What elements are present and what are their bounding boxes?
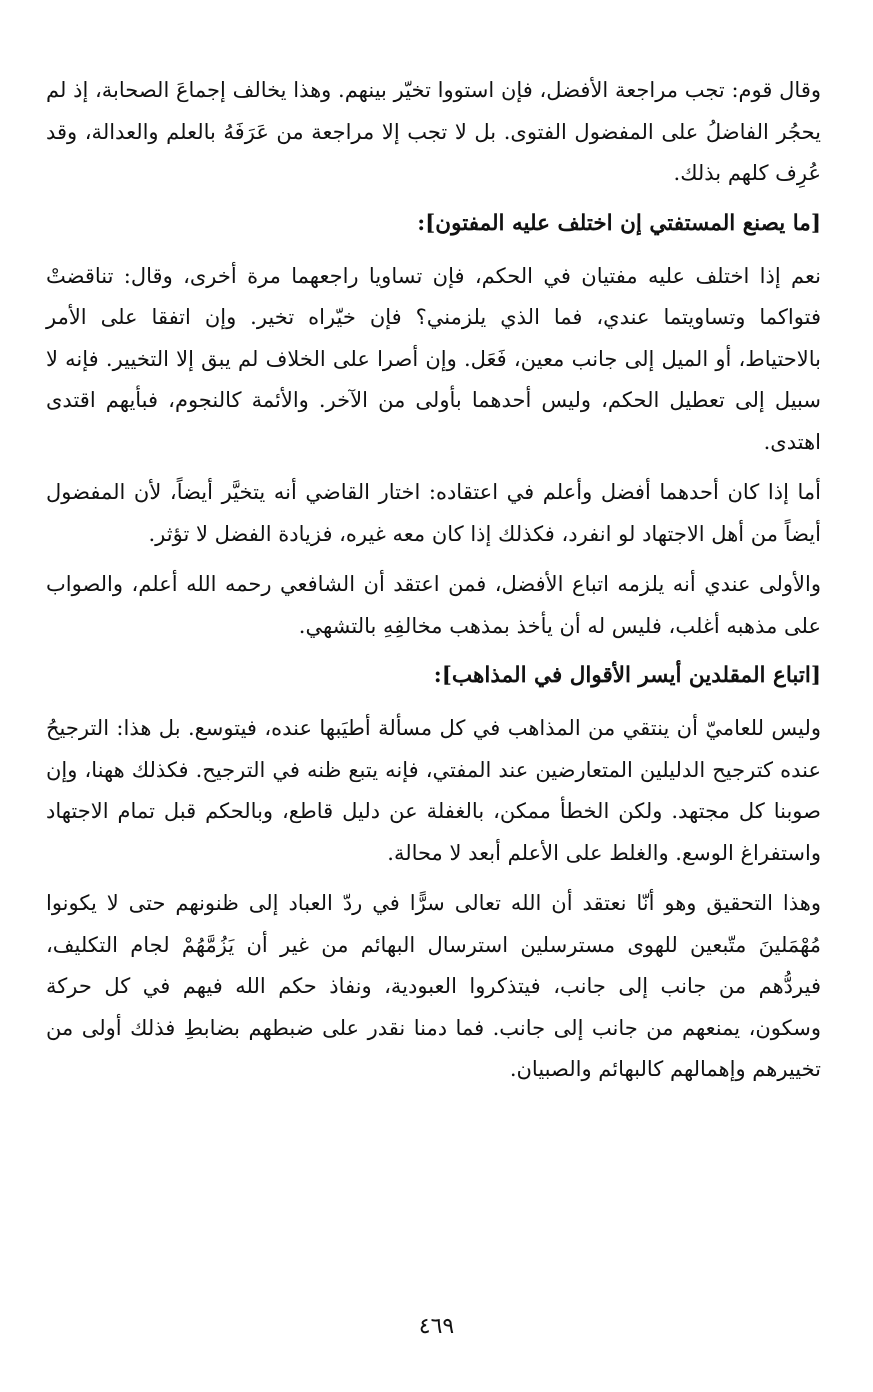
section-heading-2: [اتباع المقلدين أيسر الأقوال في المذاهب]: [433,663,821,688]
paragraph-5: وليس للعاميّ أن ينتقي من المذاهب في كل مسألة أطيَبها عنده، فيتوسع. بل هذا: الترجيحُ عنده كترجيح الدليلين المتعارضين عند المفتي، فإنه يتبع ظنه في الترجيح. فكذلك ههنا، وإن صوبنا كل مجتهد. ولكن الخطأ ممكن، بالغفلة عن دليل قاطع، وبالحكم قبل تمام الاجتهاد واستفراغ الوسع. والغلط على الأعلم أبعد لا محالة. [46,716,821,865]
paragraph-4: والأولى عندي أنه يلزمه اتباع الأفضل، فمن اعتقد أن الشافعي رحمه الله أعلم، والصواب على مذهبه أغلب، فليس له أن يأخذ بمذهب مخالفِهِ بالتشهي. [46,572,821,638]
page-number: ٤٦٩ [418,1314,455,1339]
paragraph-2: نعم إذا اختلف عليه مفتيان في الحكم، فإن تساويا راجعهما مرة أخرى، وقال: تناقضتْ فتواكما وتساويتما عندي، فما الذي يلزمني؟ فإن خيّراه تخير. وإن اتفقا على الأمر بالاحتياط، أو الميل إلى جانب معين، فَعَل. وإن أصرا على الخلاف لم يبق إلا التخيير. فإنه لا سبيل إلى تعطيل الحكم، وليس أحدهما بأولى من الآخر. والأئمة كالنجوم، فبأيهم اقتدى اهتدى. [46,263,821,454]
paragraph-6: وهذا التحقيق وهو أنّا نعتقد أن الله تعالى سرًّا في ردّ العباد إلى ظنونهم حتى لا يكونوا مُهْمَلينَ متّبعين للهوى مسترسلين استرسال البهائم من غير أن يَزُمَّهُمْ لجام التكليف، فيردُّهم من جانب إلى جانب، فيتذكروا العبودية، ونفاذ حكم الله فيهم في كل حركة وسكون، يمنعهم من جانب إلى جانب. فما دمنا نقدر على ضبطهم بضابطِ فذلك أولى من تخييرهم وإهمالهم كالبهائم والصبيان. [46,891,821,1081]
paragraph-3: أما إذا كان أحدهما أفضل وأعلم في اعتقاده: اختار القاضي أنه يتخيَّر أيضاً، لأن المفضول أيضاً من أهل الاجتهاد لو انفرد، فكذلك إذا كان معه غيره، فزيادة الفضل لا تؤثر. [46,480,821,546]
section-heading-1: [ما يصنع المستفتي إن اختلف عليه المفتون]: [417,210,821,236]
paragraph-1: وقال قوم: تجب مراجعة الأفضل، فإن استووا تخيّر بينهم. وهذا يخالف إجماعَ الصحابة، إذ لم يحجُر الفاضلُ على المفضول الفتوى. بل لا تجب إلا مراجعة من عَرَفَهُ بالعلم والعدالة، وقد عُرِف كلهم بذلك. [46,78,821,185]
